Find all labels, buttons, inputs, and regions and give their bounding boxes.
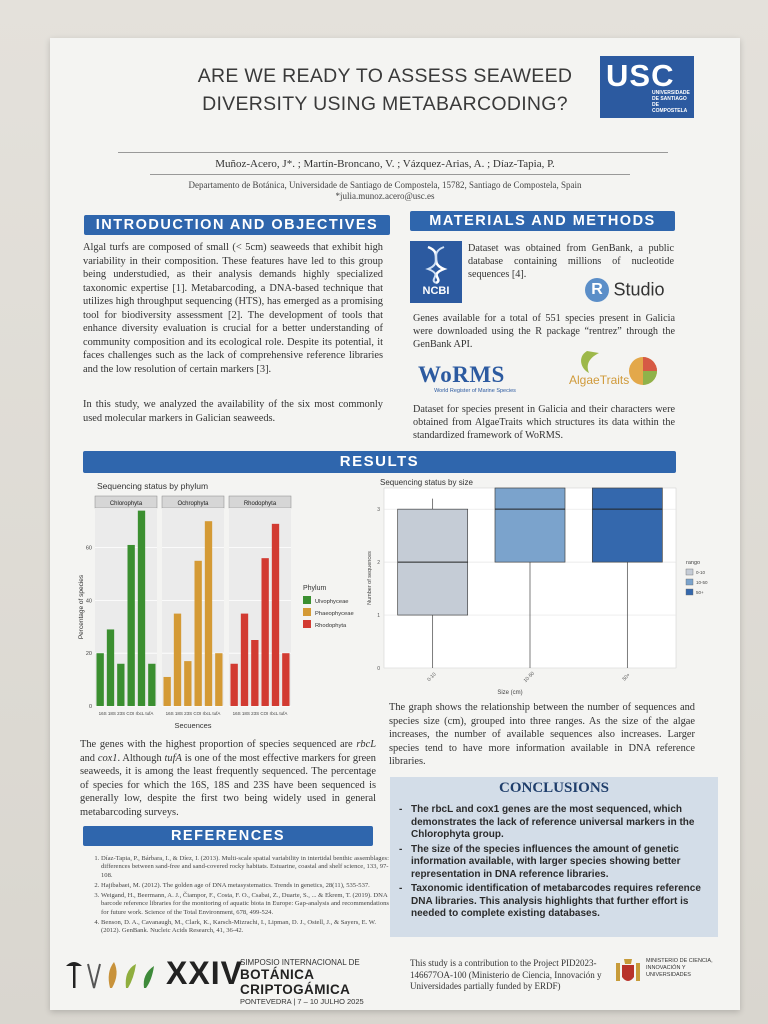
legend-swatch [303, 608, 311, 616]
results-text-right: The graph shows the relationship between the number of sequences and species size (cm), grouped into three ranges. As the size of the algae increases, the number of available sequences also increases. Larger species tend to have more information available in DNA reference libraries. [389, 702, 695, 767]
title-divider [118, 152, 668, 153]
results-text-left-content: The genes with the highest proportion of species sequenced are rbcL and cox1. Although tufA is one of the most effective markers for green seaweeds, it is among the least frequently sequenced. The percentage of species for which the 16S, 18S and 23S have been sequenced is generally low, despite the first two being widely used in general metabarcoding surveys. [80, 739, 376, 818]
box [495, 488, 565, 562]
worms-logo [418, 362, 532, 394]
chart-size [362, 476, 722, 700]
bar [128, 545, 135, 706]
bar [184, 661, 191, 706]
methods-heading: MATERIALS AND METHODS [410, 211, 675, 231]
mushroom-leaf-icon [64, 956, 164, 992]
conclusions-heading: CONCLUSIONS [498, 780, 610, 796]
usc-logo-subtitle: UNIVERSIDADE DE SANTIAGO DE COMPOSTELA [652, 90, 690, 114]
x-tick-label: 10-50 [522, 670, 536, 684]
chart-phylum-svg [75, 478, 375, 738]
reference-item: 4. Benson, D. A., Cavanaugh, M., Clark, K., Karsch-Mizrachi, I., Lipman, D. J., Ostell, J., & Sayers, E. W. (2012). GenBank. Nucleic Acids Research, 41, 36-42. [101, 919, 393, 936]
symposium-roman: XXIV [166, 955, 243, 991]
references-list [83, 855, 393, 938]
authors: Muñoz-Acero, J*. ; Martín-Broncano, V. ; Vázquez-Arias, A. ; Díaz-Tapia, P. [215, 158, 555, 170]
bar [174, 614, 181, 706]
email-text: *julia.munoz.acero@usc.es [335, 191, 435, 201]
facet-panel [229, 508, 291, 706]
y-axis-label: Percentage of species [78, 574, 85, 640]
results-text-left [80, 738, 376, 819]
y-axis-label: Number of sequences [367, 551, 373, 605]
bar [215, 653, 222, 706]
x-tick-labels: 16S 18S 23S COI rbcL tufA [98, 711, 154, 716]
y-tick-label: 3 [377, 507, 380, 514]
affiliation-text: Departamento de Botánica, Universidade de Santiago de Compostela, 15782, Santiago de Compostela, Spain [188, 180, 582, 190]
ncbi-label: NCBI [422, 285, 450, 297]
results-heading: RESULTS [83, 451, 676, 473]
legend-swatch [303, 596, 311, 604]
y-tick-label: 0 [88, 704, 92, 710]
intro-paragraph-2: In this study, we analyzed the availability of the six most commonly used molecular markers in Galician seaweeds. [83, 399, 383, 424]
facet-label: Chlorophyta [109, 501, 143, 507]
bar [231, 664, 238, 706]
facet-panel [162, 508, 224, 706]
x-tick-label: 0-10 [426, 671, 438, 683]
x-tick-labels: 16S 18S 23S COI rbcL tufA [165, 711, 221, 716]
symposium-icons [64, 956, 164, 992]
y-tick-label: 0 [377, 666, 380, 672]
affiliation [120, 180, 650, 202]
chart-phylum [75, 478, 375, 738]
bar [138, 511, 145, 706]
worms-label: WoRMS [418, 362, 505, 387]
title-line-2: DIVERSITY USING METABARCODING? [202, 93, 568, 115]
title-line-1: ARE WE READY TO ASSESS SEAWEED [197, 65, 573, 87]
legend-title: rango [686, 560, 701, 566]
legend-swatch [686, 589, 693, 595]
symposium-line-1: SIMPOSIO INTERNACIONAL DE [240, 958, 360, 967]
legend-label: Phaeophyceae [315, 611, 354, 617]
r-icon: R [585, 278, 609, 302]
conclusion-item: - Taxonomic identification of metabarcodes requires reference DNA libraries. This analysis highlights that further effort is needed to complete existing databases. [395, 883, 711, 921]
chart-title: Sequencing status by phylum [97, 481, 209, 491]
bar [262, 558, 269, 706]
reference-item: 1. Díaz-Tapia, P., Bárbara, I., & Díez, I. (2013). Multi-scale spatial variability in intertidal benthic assemblages: differences between sand-free and sand-covered rocky habitats. Estuarine, coastal and shelf science, 133, 97-108. [101, 855, 393, 880]
legend-title: Phylum [303, 585, 327, 592]
conclusions-list [395, 804, 711, 923]
bar [97, 653, 104, 706]
facet-label: Rhodophyta [243, 501, 277, 507]
bar [272, 524, 279, 706]
box [592, 488, 662, 562]
conclusion-item: - The size of the species influences the amount of genetic information available, with larger species showing better representation in DNA reference libraries. [395, 844, 711, 882]
rstudio-logo [585, 278, 665, 302]
x-tick-label: 50+ [621, 672, 632, 683]
y-tick-label: 2 [377, 560, 380, 567]
legend-label: Ulvophyceae [315, 599, 349, 605]
symposium-line-2: BOTÁNICA CRIPTOGÁMICA [240, 967, 351, 997]
bar [107, 629, 114, 706]
intro-heading: INTRODUCTION AND OBJECTIVES [84, 215, 390, 235]
methods-paragraph-2: Genes available for a total of 551 species present in Galicia were downloaded using the R package “rentrez” through the GenBank API. [413, 313, 675, 350]
legend-label: 50+ [696, 590, 704, 595]
funding-note: This study is a contribution to the Project PID2023-146677OA-100 (Ministerio de Ciencia, Innovación y Universidades partially funded by ERDF) [410, 958, 602, 991]
legend-swatch [303, 620, 311, 628]
dna-icon [410, 241, 462, 285]
y-tick-label: 40 [85, 598, 92, 605]
algaetraits-label: AlgaeTraits [569, 373, 630, 387]
legend-label: 0-10 [696, 570, 706, 575]
symposium-line-3: PONTEVEDRA | 7 – 10 JULHO 2025 [240, 997, 364, 1006]
x-tick-labels: 16S 18S 23S COI rbcL tufA [232, 711, 288, 716]
bar [164, 677, 171, 706]
intro-paragraph-1: Algal turfs are composed of small (< 5cm) seaweeds that exhibit high variability in their composition. These features have led to this group being understudied, as their analysis demands highly specialized taxonomic expertise [1]. Metabarcoding, a DNA-based technique that utilizes high throughput sequencing (HTS), has emerged as a promising tool for biodiversity assessment [2]. The development of tools that enhance diversity evaluation is crucial for a better understanding of community composition and its ecological role. Despite its potential, it faces challenges such as the lack of comprehensive reference libraries and the low resolution of certain markers [3]. [83, 242, 383, 375]
y-tick-label: 1 [377, 613, 380, 620]
y-tick-label: 60 [85, 545, 92, 552]
ncbi-logo [410, 241, 462, 303]
facet-panel [95, 508, 157, 706]
chart-title: Sequencing status by size [380, 478, 473, 487]
worms-subtitle: World Register of Marine Species [434, 388, 516, 394]
conclusion-item: - The rbcL and cox1 genes are the most sequenced, which demonstrates the lack of reference universal markers in the Chlorophyta group. [395, 804, 711, 842]
x-axis-label: Secuences [174, 721, 212, 730]
methods-paragraph-3: Dataset for species present in Galicia and their characters were obtained from AlgaeTraits which structures its data within the standardized framework of WoRMS. [413, 404, 675, 441]
reference-item: 2. Hajibabaei, M. (2012). The golden age of DNA metasystematics. Trends in genetics, 28(11), 535-537. [101, 882, 393, 890]
legend-label: 10-50 [696, 580, 708, 585]
rstudio-label: Studio [613, 279, 665, 300]
symposium-name [240, 958, 400, 1006]
legend-label: Rhodophyta [315, 623, 347, 629]
chart-size-svg [362, 476, 722, 700]
y-tick-label: 20 [85, 651, 92, 658]
bar [148, 664, 155, 706]
facet-label: Ochrophyta [177, 501, 209, 507]
authors-divider [150, 174, 630, 175]
bar [282, 653, 289, 706]
legend-swatch [686, 579, 693, 585]
legend-swatch [686, 569, 693, 575]
bar [251, 640, 258, 706]
ministry-label: MINISTERIO DE CIENCIA, INNOVACIÓN Y UNIVERSIDADES [646, 958, 713, 978]
bar [195, 561, 202, 706]
usc-logo-text: USC [606, 58, 675, 93]
methods-paragraph-1: Dataset was obtained from GenBank, a public database containing millions of nucleotide sequences [4]. [468, 243, 674, 280]
bar [205, 521, 212, 706]
usc-logo [600, 56, 694, 118]
bar [117, 664, 124, 706]
x-axis-label: Size (cm) [497, 690, 523, 696]
bar [241, 614, 248, 706]
reference-item: 3. Weigand, H., Beermann, A. J., Čiampor, F., Costa, F. O., Csabai, Z., Duarte, S., ... & Ekrem, T. (2019). DNA barcode reference libraries for the monitoring of aquatic biota in Europe: Gap-analysis and recommendations for future work. Science of the Total Environment, 678, 499-524. [101, 892, 393, 917]
algaetraits-logo [567, 347, 667, 391]
spain-crest-icon [614, 957, 642, 987]
poster-title [120, 62, 650, 118]
references-heading: REFERENCES [83, 826, 373, 846]
